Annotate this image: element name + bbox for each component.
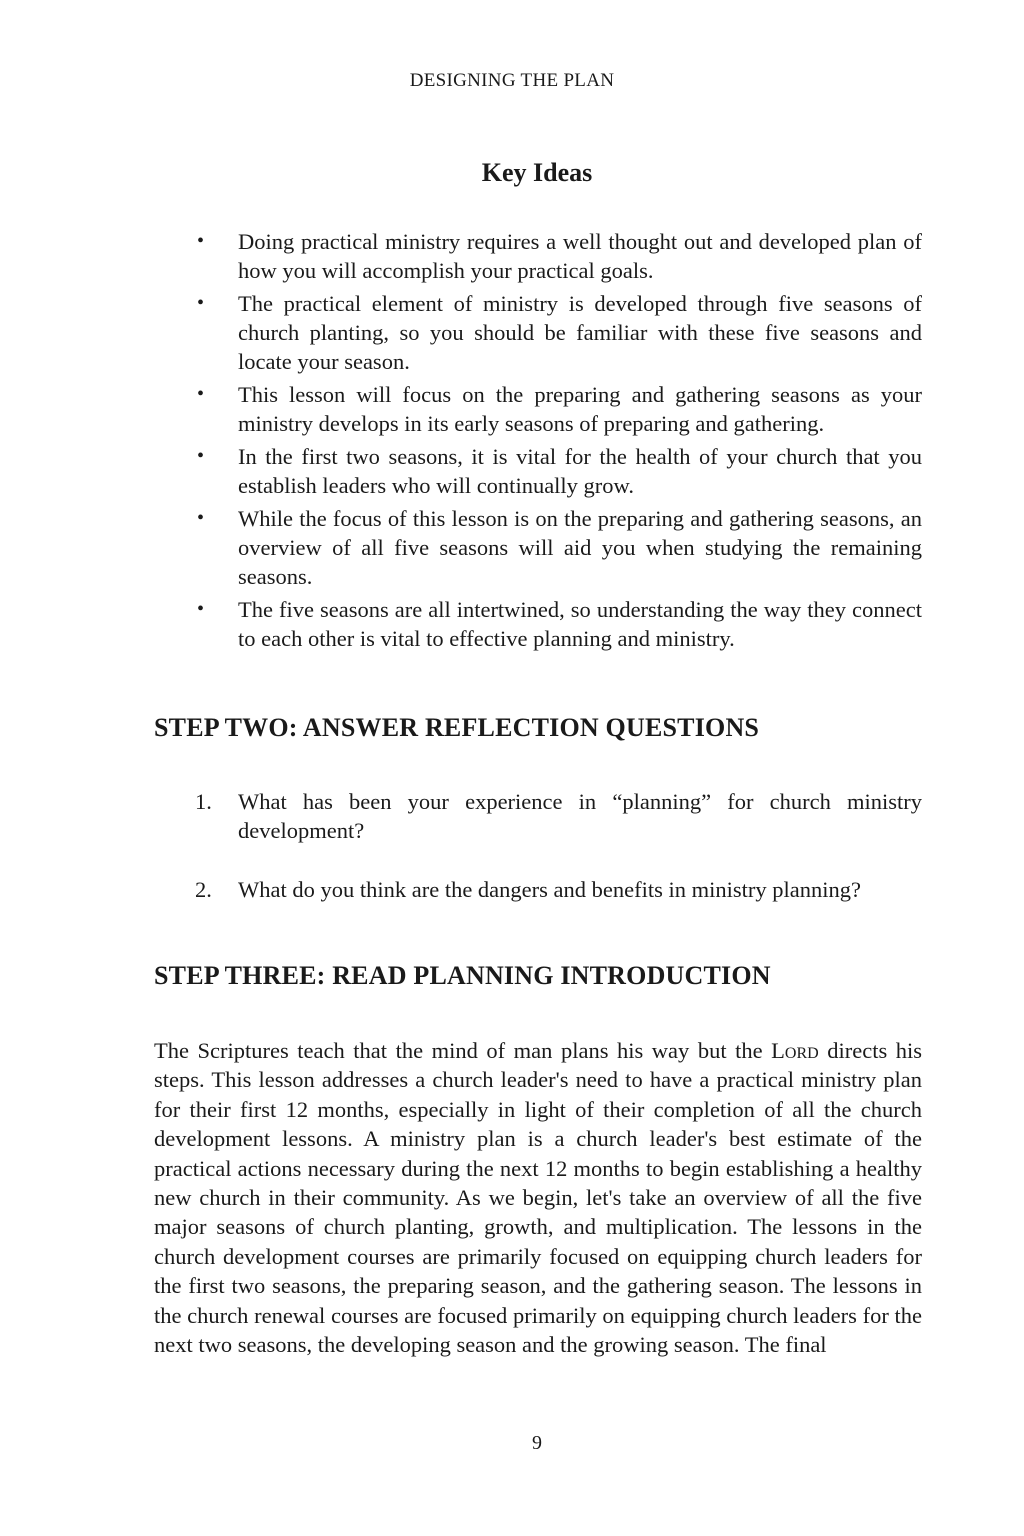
- bullet-icon: •: [197, 292, 205, 314]
- question-number: 1.: [195, 789, 212, 814]
- question-text: What has been your experience in “planning” for church ministry development?: [238, 789, 922, 843]
- reflection-question-item: [195, 875, 922, 904]
- bullet-icon: •: [197, 507, 205, 529]
- bullet-icon: •: [197, 445, 205, 467]
- planning-introduction-paragraph: [154, 1036, 922, 1359]
- reflection-questions-list: [195, 787, 922, 904]
- step-three-heading: STEP THREE: READ PLANNING INTRODUCTION: [154, 961, 771, 990]
- bullet-icon: •: [197, 383, 205, 405]
- key-idea-item: [197, 504, 922, 591]
- key-idea-item: [197, 227, 922, 285]
- key-idea-text: In the first two seasons, it is vital for the health of your church that you establish leaders who will continually grow.: [238, 444, 922, 498]
- key-idea-text: The five seasons are all intertwined, so understanding the way they connect to each other is vital to effective planning and ministry.: [238, 597, 922, 651]
- key-ideas-title: Key Ideas: [481, 158, 593, 187]
- key-idea-text: The practical element of ministry is developed through five seasons of church planting, so you should be familiar with these five seasons and locate your season.: [238, 291, 922, 374]
- key-idea-text: This lesson will focus on the preparing and gathering seasons as your ministry develops in its early seasons of preparing and gathering.: [238, 382, 922, 436]
- reflection-question-item: [195, 787, 922, 875]
- key-idea-item: [197, 289, 922, 376]
- step-two-heading: STEP TWO: ANSWER REFLECTION QUESTIONS: [154, 713, 760, 742]
- page-number: 9: [532, 1432, 542, 1454]
- paragraph-text-rest: directs his steps. This lesson addresses a church leader's need to have a practical ministry plan for their first 12 months, especially in light of their completion of all the church development lessons. A ministry plan is a church leader's best estimate of the practical actions necessary during the next 12 months to begin establishing a healthy new church in their community. As we begin, let's take an overview of all the five major seasons of church planting, growth, and multiplication. The lessons in the church development courses are primarily focused on equipping church leaders for the first two seasons, the preparing season, and the gathering season. The lessons in the church renewal courses are focused primarily on equipping church leaders for the next two seasons, the developing season and the growing season. The final: [154, 1038, 923, 1358]
- question-number: 2.: [195, 877, 212, 902]
- lord-small-caps: Lord: [771, 1038, 819, 1063]
- running-header: DESIGNING THE PLAN: [409, 70, 615, 91]
- question-text: What do you think are the dangers and benefits in ministry planning?: [238, 877, 861, 902]
- bullet-icon: •: [197, 230, 205, 252]
- paragraph-text-start: The Scriptures teach that the mind of man plans his way but the: [154, 1038, 772, 1063]
- key-idea-text: While the focus of this lesson is on the preparing and gathering seasons, an overview of all five seasons will aid you when studying the remaining seasons.: [238, 506, 922, 589]
- bullet-icon: •: [197, 598, 205, 620]
- key-idea-item: [197, 595, 922, 653]
- key-idea-item: [197, 442, 922, 500]
- key-idea-item: [197, 380, 922, 438]
- key-ideas-list: [197, 227, 922, 657]
- key-idea-text: Doing practical ministry requires a well thought out and developed plan of how you will accomplish your practical goals.: [238, 229, 922, 283]
